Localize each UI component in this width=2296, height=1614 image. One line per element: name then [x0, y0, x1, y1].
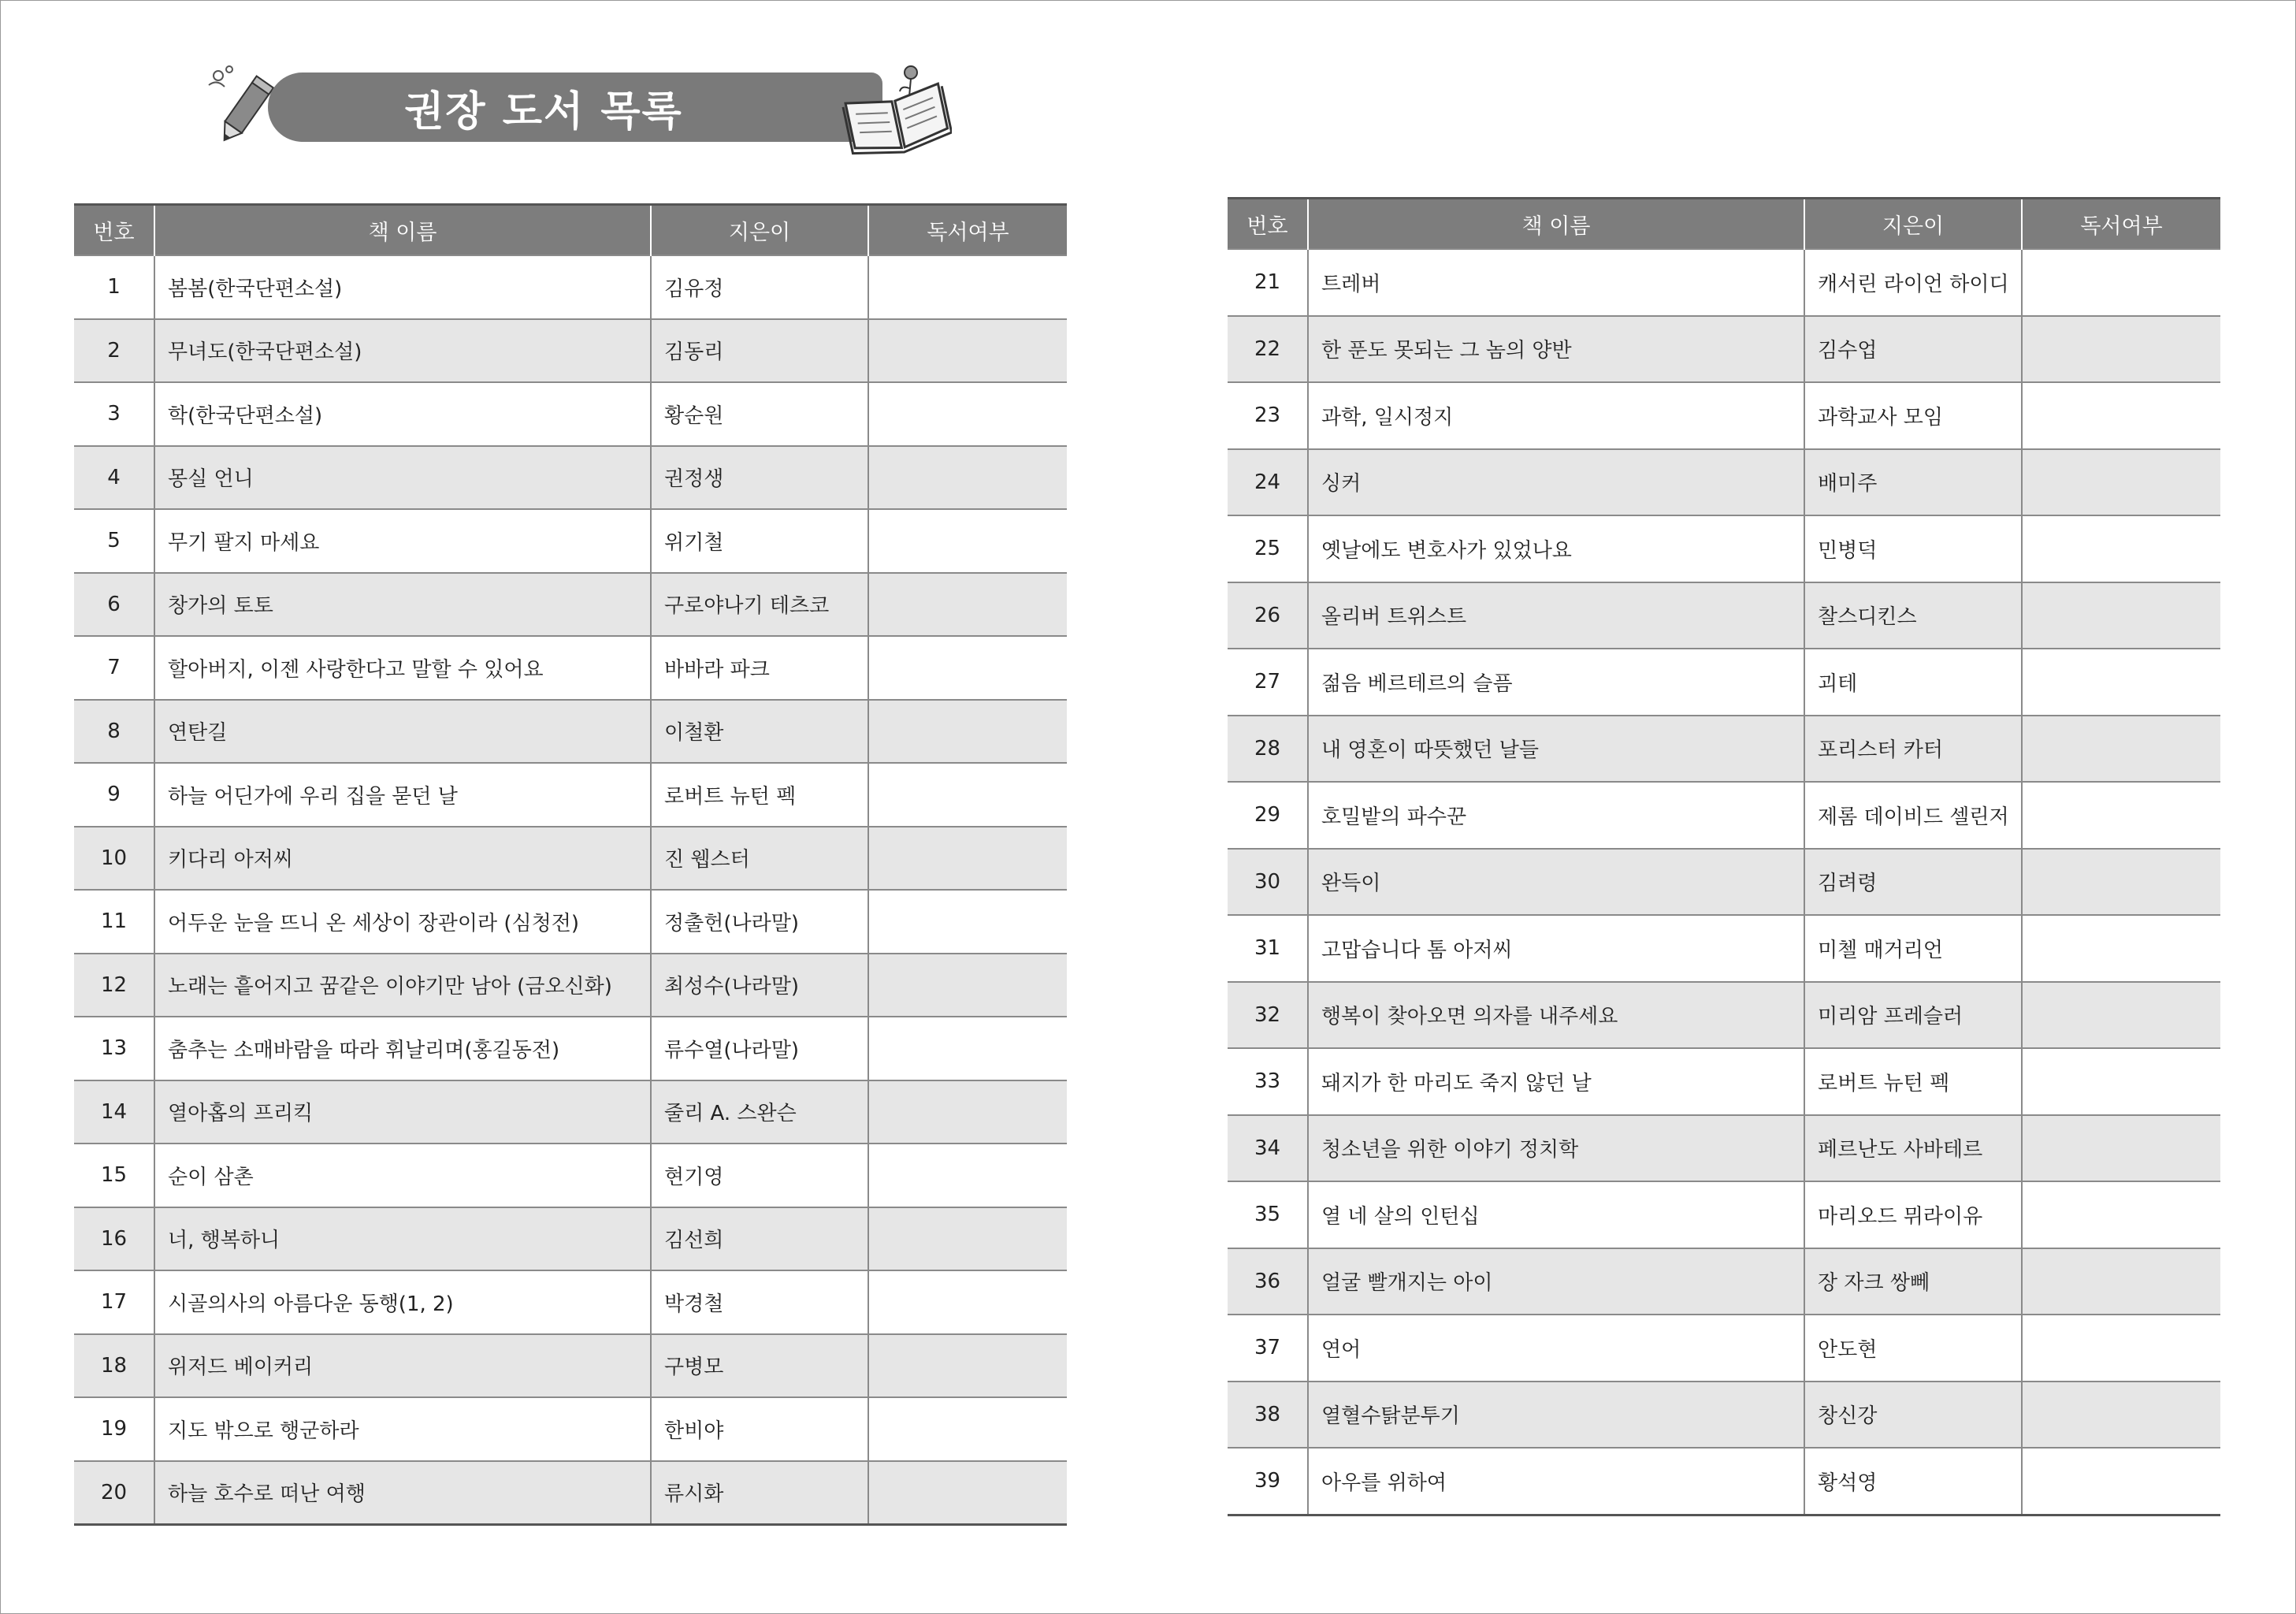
column-header-number: 번호	[74, 205, 154, 256]
book-author: 구병모	[651, 1334, 868, 1398]
column-header-number: 번호	[1228, 199, 1308, 250]
table-row	[74, 763, 1067, 827]
table-row	[1228, 1115, 2220, 1182]
book-number: 26	[1228, 582, 1308, 649]
read-check-cell[interactable]	[2022, 849, 2220, 916]
book-author: 바바라 파크	[651, 636, 868, 700]
book-title: 봄봄(한국단편소설)	[154, 255, 651, 319]
page-title: 권장 도서 목록	[404, 87, 683, 136]
table-row	[74, 636, 1067, 700]
book-number: 16	[74, 1207, 154, 1271]
book-number: 6	[74, 573, 154, 637]
book-list-table-right	[1228, 197, 2220, 1516]
book-title: 위저드 베이커리	[154, 1334, 651, 1398]
book-number: 8	[74, 700, 154, 764]
book-number: 27	[1228, 649, 1308, 716]
read-check-cell[interactable]	[868, 1080, 1067, 1144]
book-number: 14	[74, 1080, 154, 1144]
read-check-cell[interactable]	[2022, 1448, 2220, 1515]
book-author: 로버트 뉴턴 펙	[651, 763, 868, 827]
read-check-cell[interactable]	[2022, 1248, 2220, 1315]
table-row	[74, 1080, 1067, 1144]
book-number: 38	[1228, 1382, 1308, 1449]
book-author: 배미주	[1804, 449, 2022, 516]
book-number: 35	[1228, 1181, 1308, 1248]
book-number: 12	[74, 954, 154, 1017]
book-author: 마리오드 뮈라이유	[1804, 1181, 2022, 1248]
table-row	[74, 827, 1067, 891]
book-number: 36	[1228, 1248, 1308, 1315]
read-check-cell[interactable]	[868, 319, 1067, 383]
book-number: 2	[74, 319, 154, 383]
table-row	[1228, 1315, 2220, 1382]
book-author: 황순원	[651, 382, 868, 446]
read-check-cell[interactable]	[2022, 249, 2220, 316]
table-row	[74, 1207, 1067, 1271]
book-author: 미첼 매거리언	[1804, 915, 2022, 982]
table-row	[74, 954, 1067, 1017]
book-author: 진 웹스터	[651, 827, 868, 891]
book-author: 포리스터 카터	[1804, 716, 2022, 783]
book-author: 제롬 데이비드 셀린저	[1804, 782, 2022, 849]
book-title: 트레버	[1308, 249, 1804, 316]
book-title: 내 영혼이 따뜻했던 날들	[1308, 716, 1804, 783]
table-row	[1228, 849, 2220, 916]
table-row	[1228, 515, 2220, 582]
book-title: 한 푼도 못되는 그 놈의 양반	[1308, 316, 1804, 383]
read-check-cell[interactable]	[2022, 582, 2220, 649]
book-author: 캐서린 라이언 하이디	[1804, 249, 2022, 316]
read-check-cell[interactable]	[868, 382, 1067, 446]
book-title: 순이 삼촌	[154, 1144, 651, 1207]
read-check-cell[interactable]	[868, 1397, 1067, 1461]
table-row	[74, 509, 1067, 573]
open-book-icon	[841, 61, 952, 156]
table-row	[74, 446, 1067, 510]
book-title: 춤추는 소매바람을 따라 휘날리며(홍길동전)	[154, 1017, 651, 1080]
book-number: 11	[74, 890, 154, 954]
table-row	[1228, 1382, 2220, 1449]
read-check-cell[interactable]	[2022, 915, 2220, 982]
book-title: 완득이	[1308, 849, 1804, 916]
book-number: 4	[74, 446, 154, 510]
read-check-cell[interactable]	[2022, 782, 2220, 849]
book-number: 5	[74, 509, 154, 573]
column-header-read: 독서여부	[2022, 199, 2220, 250]
book-author: 로버트 뉴턴 펙	[1804, 1048, 2022, 1115]
read-check-cell[interactable]	[2022, 382, 2220, 449]
column-header-title: 책 이름	[154, 205, 651, 256]
table-row	[1228, 716, 2220, 783]
book-author: 페르난도 사바테르	[1804, 1115, 2022, 1182]
book-author: 안도현	[1804, 1315, 2022, 1382]
book-title: 옛날에도 변호사가 있었나요	[1308, 515, 1804, 582]
read-check-cell[interactable]	[868, 573, 1067, 637]
book-author: 미리암 프레슬러	[1804, 982, 2022, 1049]
book-number: 32	[1228, 982, 1308, 1049]
book-author: 최성수(나라말)	[651, 954, 868, 1017]
table-row	[74, 382, 1067, 446]
book-list-table-left	[74, 203, 1067, 1526]
book-title: 열 네 살의 인턴십	[1308, 1181, 1804, 1248]
table-row	[1228, 449, 2220, 516]
book-number: 13	[74, 1017, 154, 1080]
read-check-cell[interactable]	[868, 636, 1067, 700]
book-title: 무녀도(한국단편소설)	[154, 319, 651, 383]
book-number: 1	[74, 255, 154, 319]
book-title: 연어	[1308, 1315, 1804, 1382]
table-row	[74, 890, 1067, 954]
column-header-author: 지은이	[651, 205, 868, 256]
table-row	[1228, 1448, 2220, 1515]
book-author: 김려령	[1804, 849, 2022, 916]
book-title: 몽실 언니	[154, 446, 651, 510]
book-number: 34	[1228, 1115, 1308, 1182]
read-check-cell[interactable]	[868, 1017, 1067, 1080]
table-row	[74, 1144, 1067, 1207]
table-row	[1228, 382, 2220, 449]
table-row	[1228, 1048, 2220, 1115]
book-author: 위기철	[651, 509, 868, 573]
book-number: 19	[74, 1397, 154, 1461]
read-check-cell[interactable]	[2022, 1181, 2220, 1248]
title-banner	[268, 73, 882, 142]
table-row	[1228, 1248, 2220, 1315]
book-number: 17	[74, 1270, 154, 1334]
book-number: 22	[1228, 316, 1308, 383]
book-title: 고맙습니다 톰 아저씨	[1308, 915, 1804, 982]
column-header-read: 독서여부	[868, 205, 1067, 256]
table-row	[74, 1397, 1067, 1461]
table-row	[74, 1270, 1067, 1334]
book-title: 젊음 베르테르의 슬픔	[1308, 649, 1804, 716]
table-row	[1228, 582, 2220, 649]
read-check-cell[interactable]	[868, 890, 1067, 954]
book-title: 행복이 찾아오면 의자를 내주세요	[1308, 982, 1804, 1049]
book-author: 줄리 A. 스완슨	[651, 1080, 868, 1144]
book-title: 싱커	[1308, 449, 1804, 516]
table-row	[1228, 982, 2220, 1049]
book-author: 황석영	[1804, 1448, 2022, 1515]
book-number: 10	[74, 827, 154, 891]
book-number: 20	[74, 1461, 154, 1525]
book-number: 7	[74, 636, 154, 700]
book-number: 15	[74, 1144, 154, 1207]
book-title: 열아홉의 프리킥	[154, 1080, 651, 1144]
read-check-cell[interactable]	[2022, 982, 2220, 1049]
book-author: 한비야	[651, 1397, 868, 1461]
book-author: 이철환	[651, 700, 868, 764]
book-author: 찰스디킨스	[1804, 582, 2022, 649]
read-check-cell[interactable]	[2022, 1315, 2220, 1382]
book-author: 정출헌(나라말)	[651, 890, 868, 954]
book-author: 박경철	[651, 1270, 868, 1334]
read-check-cell[interactable]	[2022, 1382, 2220, 1449]
book-title: 지도 밖으로 행군하라	[154, 1397, 651, 1461]
table-row	[1228, 915, 2220, 982]
book-author: 류수열(나라말)	[651, 1017, 868, 1080]
read-check-cell[interactable]	[868, 1270, 1067, 1334]
book-author: 권정생	[651, 446, 868, 510]
table-row	[74, 700, 1067, 764]
table-row	[74, 1334, 1067, 1398]
read-check-cell[interactable]	[2022, 449, 2220, 516]
read-check-cell[interactable]	[868, 446, 1067, 510]
book-title: 너, 행복하니	[154, 1207, 651, 1271]
book-number: 39	[1228, 1448, 1308, 1515]
book-number: 30	[1228, 849, 1308, 916]
book-author: 현기영	[651, 1144, 868, 1207]
book-author: 과학교사 모임	[1804, 382, 2022, 449]
book-author: 김수업	[1804, 316, 2022, 383]
book-title: 하늘 어딘가에 우리 집을 묻던 날	[154, 763, 651, 827]
read-check-cell[interactable]	[868, 1144, 1067, 1207]
book-number: 31	[1228, 915, 1308, 982]
table-row	[1228, 782, 2220, 849]
book-title: 창가의 토토	[154, 573, 651, 637]
column-header-author: 지은이	[1804, 199, 2022, 250]
book-title: 하늘 호수로 떠난 여행	[154, 1461, 651, 1525]
book-title: 시골의사의 아름다운 동행(1, 2)	[154, 1270, 651, 1334]
read-check-cell[interactable]	[868, 827, 1067, 891]
book-title: 학(한국단편소설)	[154, 382, 651, 446]
table-header-row	[1228, 199, 2220, 250]
book-author: 장 자크 쌍뻬	[1804, 1248, 2022, 1315]
read-check-cell[interactable]	[2022, 649, 2220, 716]
table-row	[74, 255, 1067, 319]
read-check-cell[interactable]	[868, 1461, 1067, 1525]
read-check-cell[interactable]	[2022, 1048, 2220, 1115]
table-header-row	[74, 205, 1067, 256]
book-number: 25	[1228, 515, 1308, 582]
table-row	[74, 1017, 1067, 1080]
book-title: 노래는 흩어지고 꿈같은 이야기만 남아 (금오신화)	[154, 954, 651, 1017]
book-author: 민병덕	[1804, 515, 2022, 582]
book-title: 무기 팔지 마세요	[154, 509, 651, 573]
book-author: 김동리	[651, 319, 868, 383]
read-check-cell[interactable]	[868, 255, 1067, 319]
book-title: 키다리 아저씨	[154, 827, 651, 891]
book-title: 어두운 눈을 뜨니 온 세상이 장관이라 (심청전)	[154, 890, 651, 954]
book-author: 김유정	[651, 255, 868, 319]
read-check-cell[interactable]	[868, 763, 1067, 827]
book-number: 29	[1228, 782, 1308, 849]
book-number: 37	[1228, 1315, 1308, 1382]
book-number: 9	[74, 763, 154, 827]
read-check-cell[interactable]	[868, 1207, 1067, 1271]
read-check-cell[interactable]	[2022, 1115, 2220, 1182]
table-row	[1228, 249, 2220, 316]
table-row	[1228, 316, 2220, 383]
read-check-cell[interactable]	[2022, 316, 2220, 383]
book-title: 열혈수탉분투기	[1308, 1382, 1804, 1449]
book-title: 올리버 트위스트	[1308, 582, 1804, 649]
table-row	[74, 573, 1067, 637]
book-title: 할아버지, 이젠 사랑한다고 말할 수 있어요	[154, 636, 651, 700]
book-author: 괴테	[1804, 649, 2022, 716]
book-number: 33	[1228, 1048, 1308, 1115]
read-check-cell[interactable]	[868, 954, 1067, 1017]
read-check-cell[interactable]	[868, 1334, 1067, 1398]
book-author: 김선희	[651, 1207, 868, 1271]
read-check-cell[interactable]	[2022, 515, 2220, 582]
column-header-title: 책 이름	[1308, 199, 1804, 250]
table-row	[1228, 649, 2220, 716]
book-number: 24	[1228, 449, 1308, 516]
read-check-cell[interactable]	[868, 509, 1067, 573]
book-title: 연탄길	[154, 700, 651, 764]
read-check-cell[interactable]	[2022, 716, 2220, 783]
book-number: 18	[74, 1334, 154, 1398]
table-row	[74, 1461, 1067, 1525]
book-author: 창신강	[1804, 1382, 2022, 1449]
book-author: 구로야나기 테츠코	[651, 573, 868, 637]
book-title: 얼굴 빨개지는 아이	[1308, 1248, 1804, 1315]
book-number: 23	[1228, 382, 1308, 449]
book-title: 호밀밭의 파수꾼	[1308, 782, 1804, 849]
book-title: 아우를 위하여	[1308, 1448, 1804, 1515]
book-number: 21	[1228, 249, 1308, 316]
book-author: 류시화	[651, 1461, 868, 1525]
table-row	[74, 319, 1067, 383]
book-title: 돼지가 한 마리도 죽지 않던 날	[1308, 1048, 1804, 1115]
read-check-cell[interactable]	[868, 700, 1067, 764]
book-number: 28	[1228, 716, 1308, 783]
book-title: 과학, 일시정지	[1308, 382, 1804, 449]
book-title: 청소년을 위한 이야기 정치학	[1308, 1115, 1804, 1182]
table-row	[1228, 1181, 2220, 1248]
book-number: 3	[74, 382, 154, 446]
